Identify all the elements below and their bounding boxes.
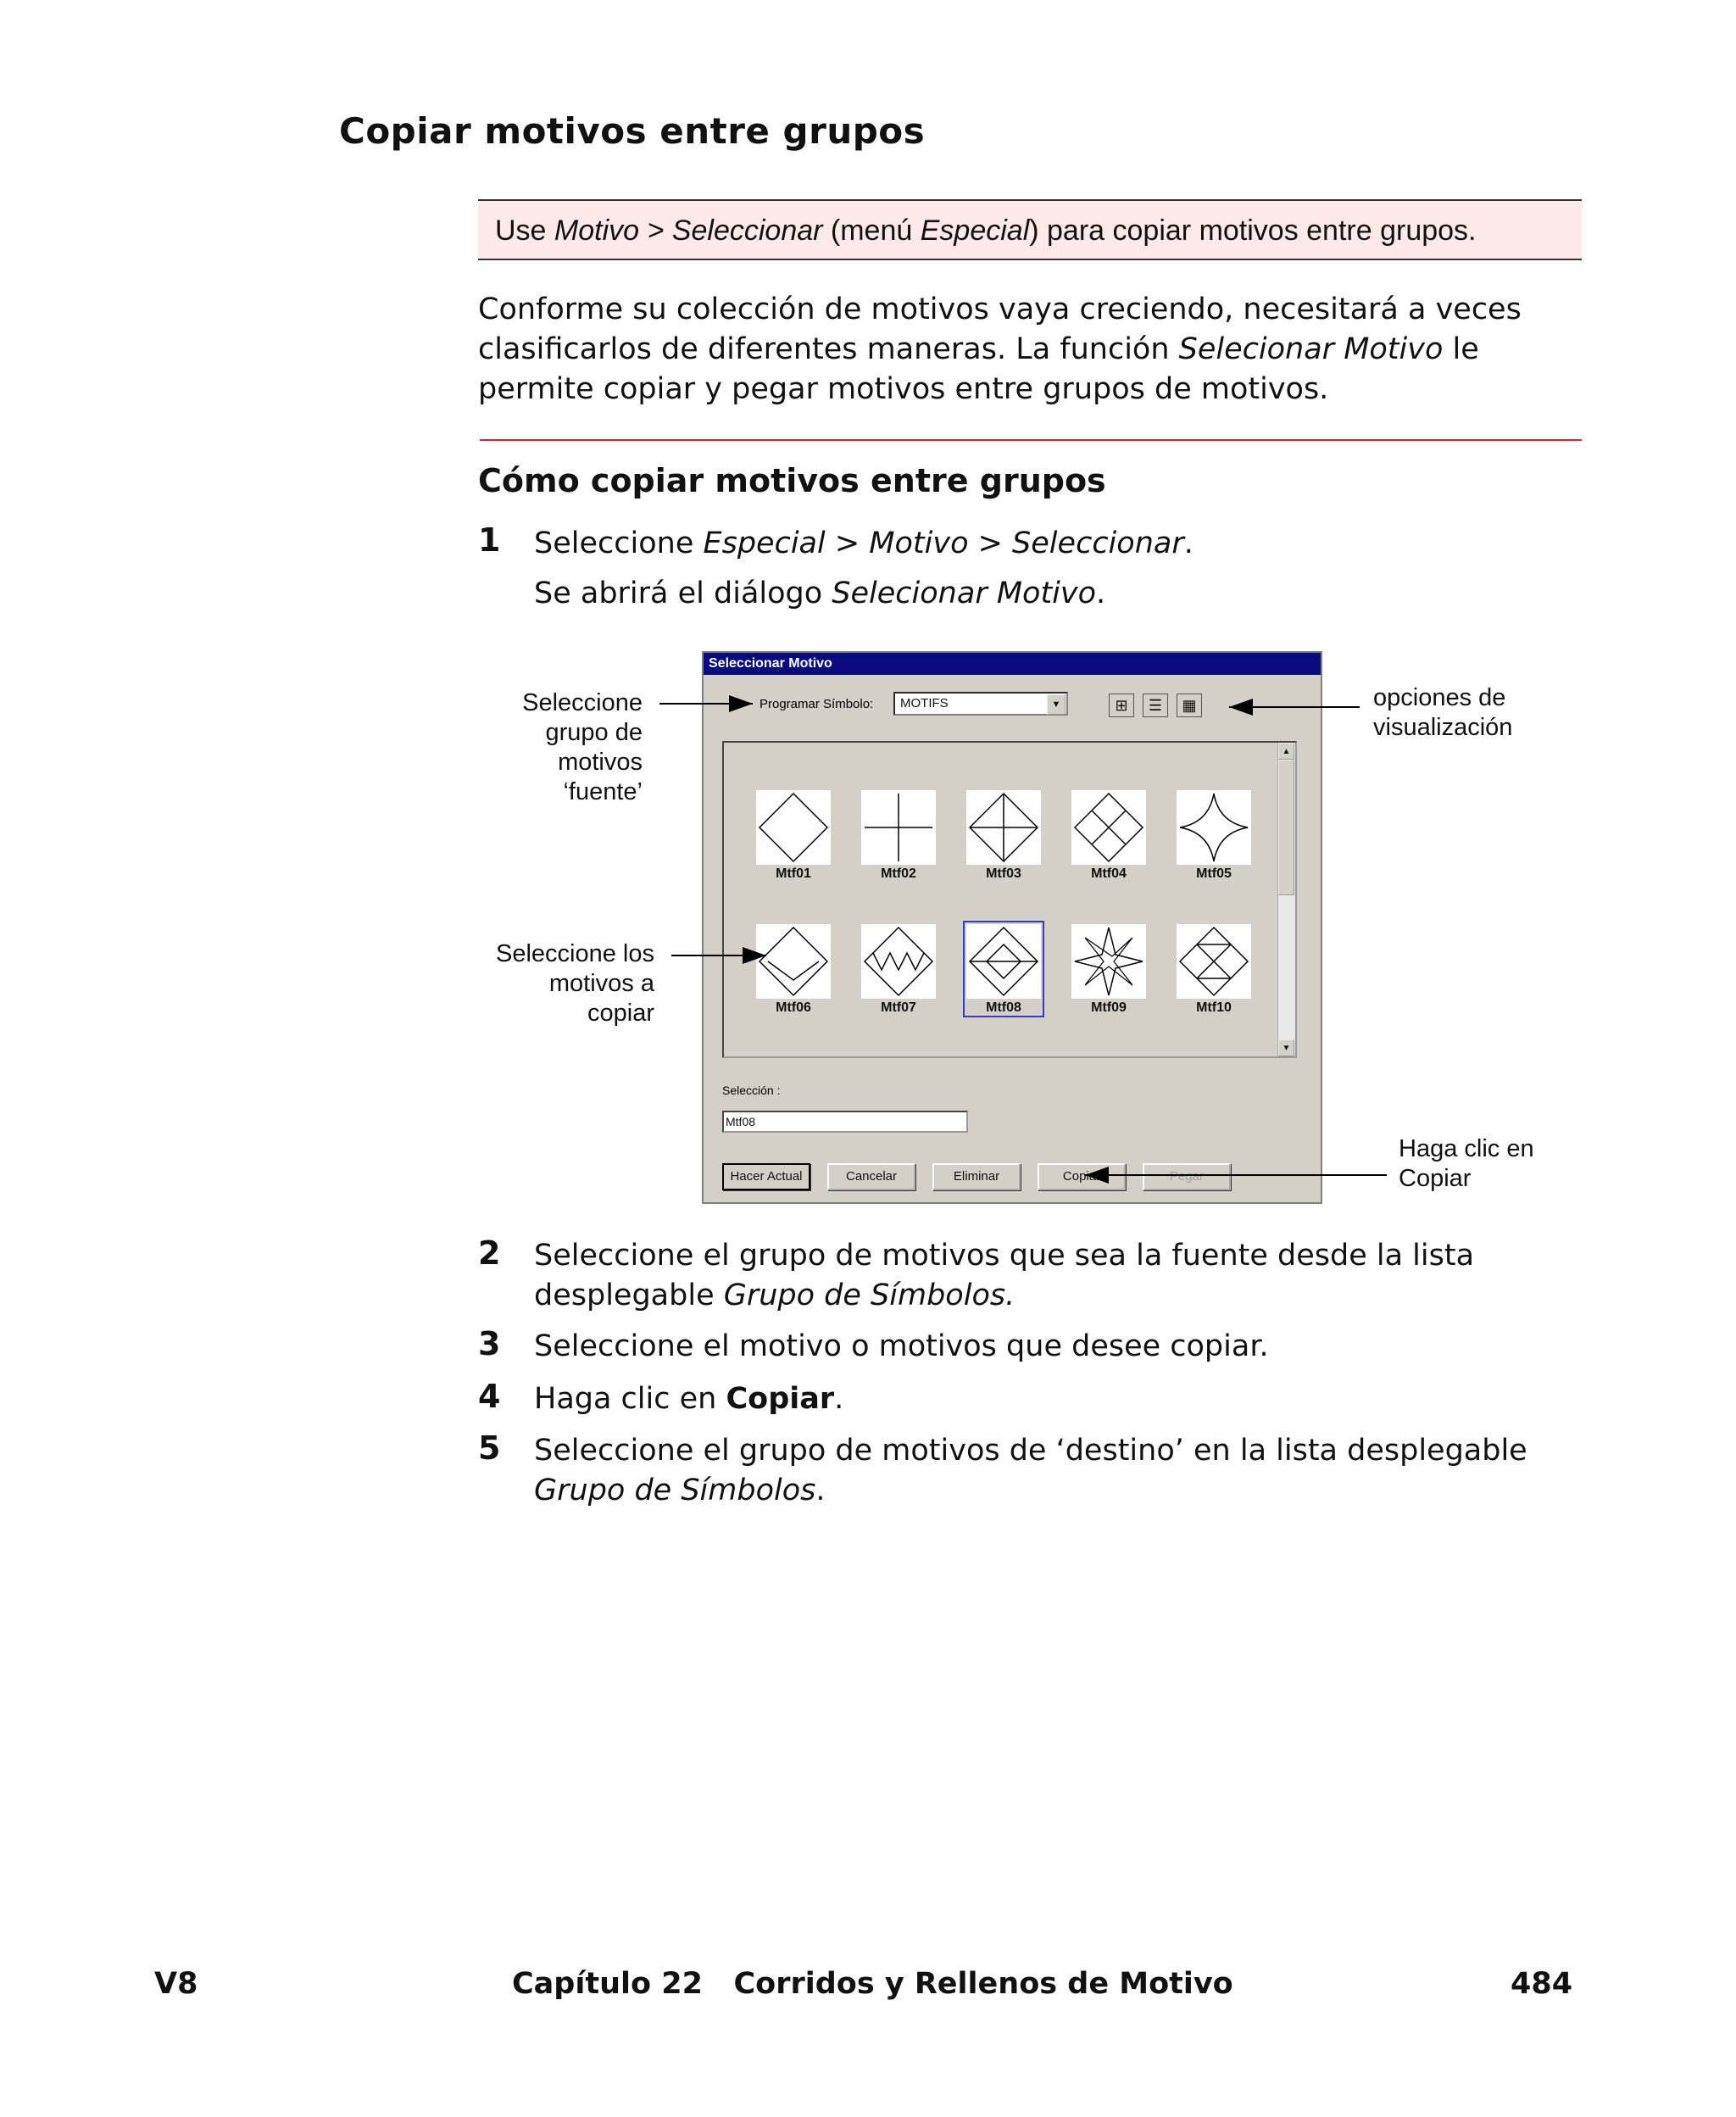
step-5-list-name: Grupo de Símbolos bbox=[534, 1474, 816, 1507]
step-3-number: 3 bbox=[478, 1325, 501, 1362]
chevron-down-icon[interactable]: ▼ bbox=[1047, 694, 1066, 715]
step-2-text bbox=[534, 1236, 1474, 1316]
callout-source-line: Seleccione bbox=[522, 689, 643, 716]
callout-view-line: visualización bbox=[1373, 714, 1513, 741]
make-current-button[interactable]: Hacer Actual bbox=[722, 1163, 810, 1190]
step-4-a: Haga clic en bbox=[534, 1382, 726, 1416]
step-4-text bbox=[534, 1379, 843, 1419]
view-details-icon[interactable]: ▦ bbox=[1177, 694, 1202, 717]
step-2-b: desplegable bbox=[534, 1279, 724, 1312]
view-list-icon[interactable]: ☰ bbox=[1143, 694, 1168, 717]
footer-version: V8 bbox=[154, 1967, 198, 2001]
motif-label: Mtf09 bbox=[1091, 1000, 1127, 1015]
callout-source-line: motivos bbox=[558, 749, 643, 776]
tip-menu-path: Motivo > Seleccionar bbox=[554, 214, 823, 247]
motif-label: Mtf07 bbox=[881, 1000, 916, 1015]
step-1-c: . bbox=[1183, 526, 1194, 560]
section-heading: Cómo copiar motivos entre grupos bbox=[478, 462, 1106, 499]
motif-label: Mtf06 bbox=[776, 1000, 811, 1015]
motif-label: Mtf10 bbox=[1196, 1000, 1232, 1015]
step-5-line-1: Seleccione el grupo de motivos de ‘destino’ en la lista desplegable bbox=[534, 1434, 1527, 1468]
intro-line-3: permite copiar y pegar motivos entre grupos de motivos. bbox=[478, 372, 1329, 406]
program-symbol-value: MOTIFS bbox=[900, 696, 949, 710]
step-1-menu-path: Especial > Motivo > Seleccionar bbox=[703, 526, 1184, 560]
step-5-c: . bbox=[815, 1474, 826, 1507]
step-5-text bbox=[534, 1431, 1527, 1511]
program-symbol-label: Programar Símbolo: bbox=[760, 697, 874, 711]
callout-select-line: copiar bbox=[587, 1000, 654, 1027]
intro-function-name: Selecionar Motivo bbox=[1178, 332, 1444, 366]
motif-label: Mtf08 bbox=[986, 1000, 1021, 1015]
tip-mid: (menú bbox=[822, 214, 921, 247]
motif-label: Mtf04 bbox=[1091, 866, 1127, 881]
motif-label: Mtf01 bbox=[776, 866, 811, 881]
step-5-line-2 bbox=[534, 1471, 1527, 1511]
footer-chapter: Capítulo 22 Corridos y Rellenos de Motivo bbox=[512, 1967, 1233, 2001]
step-2-line-2 bbox=[534, 1276, 1474, 1316]
motif-label: Mtf03 bbox=[986, 866, 1021, 881]
step-1-note-dialog: Selecionar Motivo bbox=[832, 577, 1097, 610]
dialog-title-bar: Seleccionar Motivo bbox=[704, 653, 1321, 675]
step-2-number: 2 bbox=[478, 1234, 501, 1272]
callout-view-line: opciones de bbox=[1373, 684, 1506, 711]
intro-line-1: Conforme su colección de motivos vaya creciendo, necesitará a veces bbox=[478, 292, 1522, 326]
intro-line-2c: le bbox=[1443, 332, 1479, 366]
cancel-button[interactable]: Cancelar bbox=[827, 1163, 915, 1190]
tip-menu: Especial bbox=[920, 214, 1030, 247]
step-1-note-a: Se abrirá el diálogo bbox=[534, 577, 832, 610]
motif-label: Mtf02 bbox=[881, 866, 916, 881]
step-3-text: Seleccione el motivo o motivos que desee copiar. bbox=[534, 1329, 1269, 1363]
step-1-number: 1 bbox=[478, 521, 501, 559]
step-5-number: 5 bbox=[478, 1429, 501, 1467]
view-icons-icon[interactable]: ⊞ bbox=[1109, 694, 1134, 717]
scroll-up-icon[interactable]: ▲ bbox=[1278, 743, 1294, 760]
step-1-a: Seleccione bbox=[534, 526, 704, 560]
selection-label: Selección : bbox=[722, 1084, 781, 1097]
motif-label: Mtf05 bbox=[1196, 866, 1232, 881]
selection-field[interactable]: Mtf08 bbox=[722, 1111, 968, 1133]
tip-suffix: ) para copiar motivos entre grupos. bbox=[1029, 214, 1477, 247]
page-title: Copiar motivos entre grupos bbox=[339, 110, 926, 152]
step-4-copy-label: Copiar bbox=[726, 1382, 835, 1416]
copy-button[interactable]: Copiar bbox=[1038, 1163, 1126, 1190]
step-2-line-1: Seleccione el grupo de motivos que sea la fuente desde la lista bbox=[534, 1239, 1475, 1273]
callout-select-line: motivos a bbox=[548, 970, 654, 997]
scroll-down-icon[interactable]: ▼ bbox=[1278, 1039, 1294, 1056]
callout-source-line: ‘fuente’ bbox=[563, 778, 643, 805]
step-4-number: 4 bbox=[478, 1378, 501, 1415]
callout-select-line: Seleccione los bbox=[496, 940, 654, 967]
callout-copy-line: Copiar bbox=[1399, 1165, 1472, 1192]
paste-button[interactable]: Pegar bbox=[1143, 1163, 1231, 1190]
footer-page-number: 484 bbox=[1511, 1967, 1573, 2001]
step-4-c: . bbox=[834, 1382, 844, 1416]
callout-copy-line: Haga clic en bbox=[1399, 1135, 1534, 1162]
tip-prefix: Use bbox=[495, 214, 554, 247]
step-1-note-c: . bbox=[1096, 577, 1106, 610]
delete-button[interactable]: Eliminar bbox=[932, 1163, 1021, 1190]
callout-source-line: grupo de bbox=[545, 719, 643, 746]
step-2-list-name: Grupo de Símbolos. bbox=[723, 1279, 1015, 1312]
intro-line-2a: clasificarlos de diferentes maneras. La función bbox=[478, 332, 1179, 366]
